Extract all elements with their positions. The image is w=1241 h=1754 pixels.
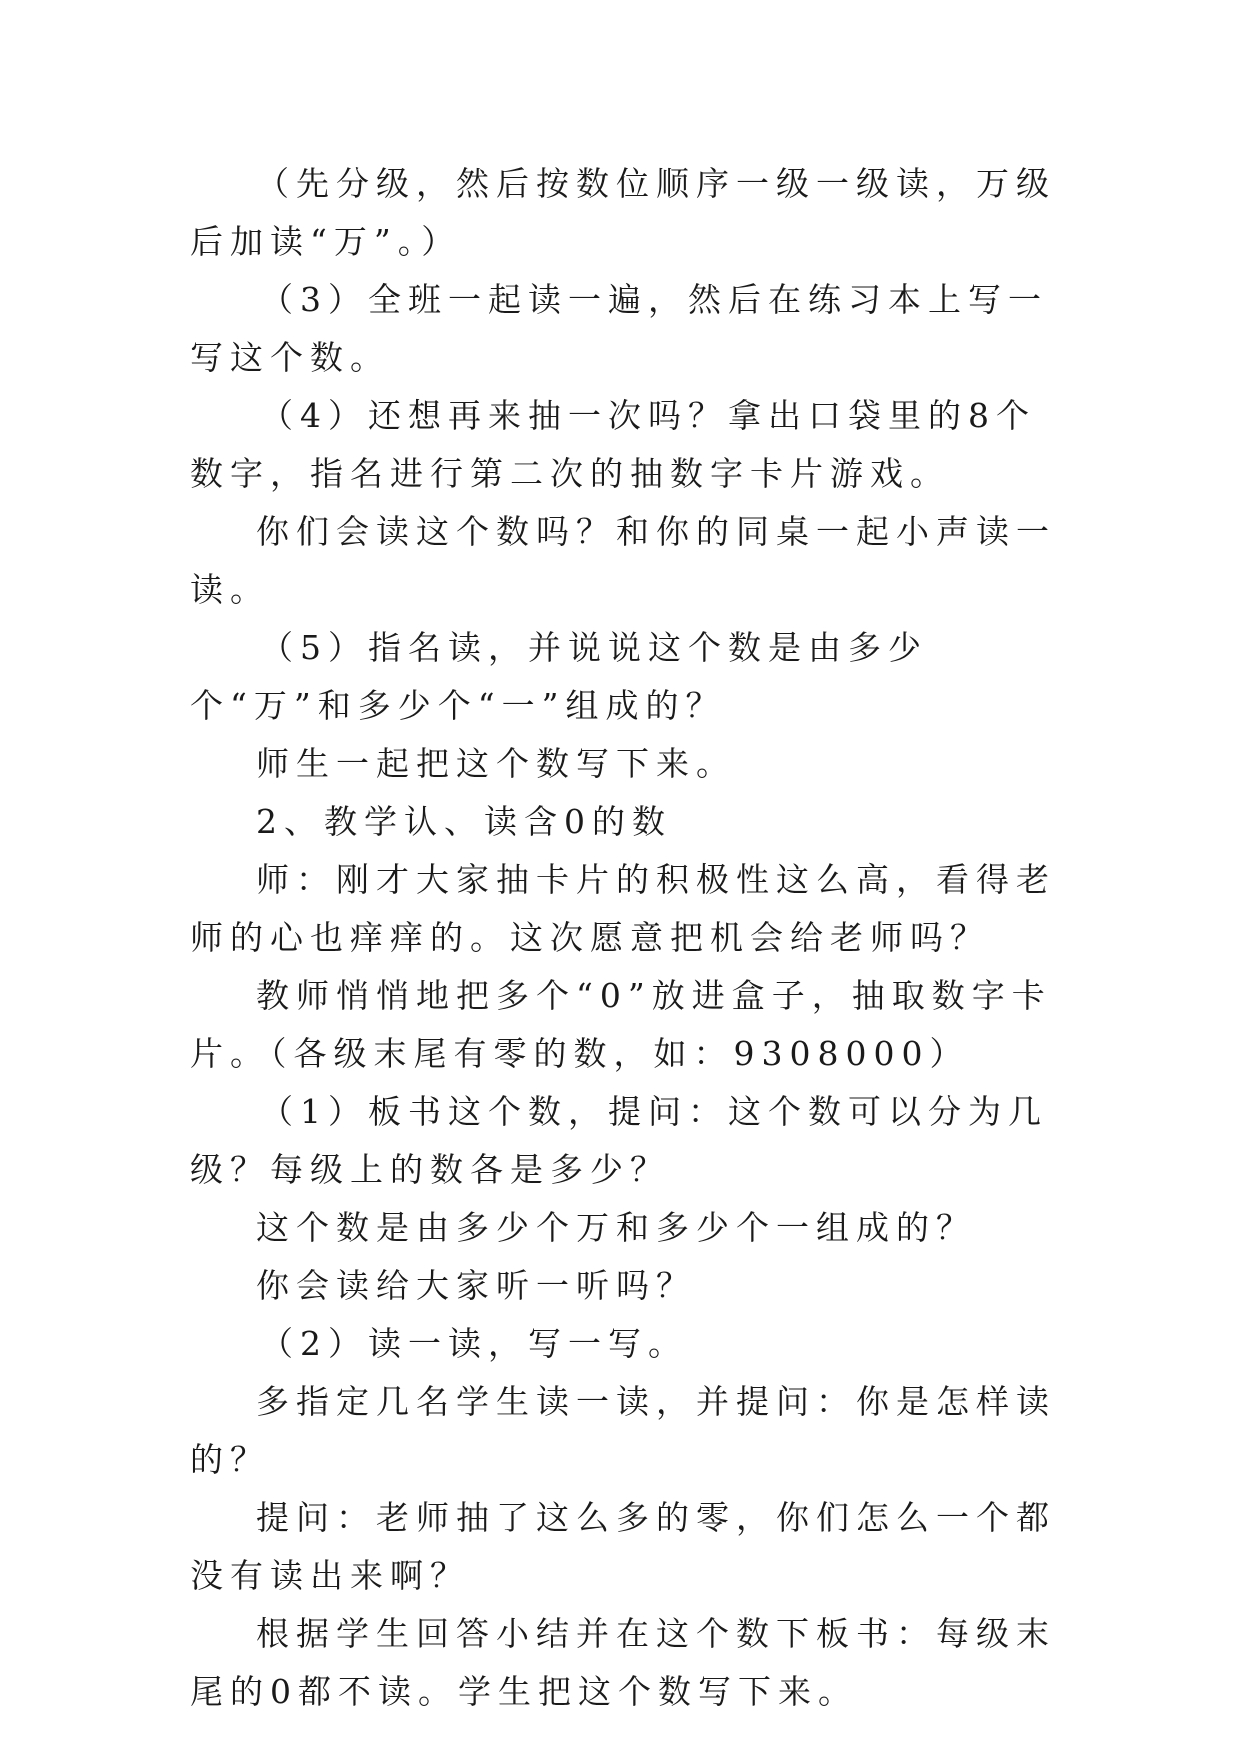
paragraph-zero-question: 提问：老师抽了这么多的零，你们怎么一个都没有读出来啊？ — [190, 1498, 1056, 1595]
paragraph-step-5: （5）指名读，并说说这个数是由多少个“万”和多少个“一”组成的？ — [190, 628, 928, 725]
paragraph-step-1-board: （1）板书这个数，提问：这个数可以分为几级？每级上的数各是多少？ — [190, 1092, 1048, 1189]
document-body — [190, 155, 1070, 1721]
paragraph-step-3: （3）全班一起读一遍，然后在练习本上写一写这个数。 — [190, 280, 1048, 377]
paragraph-read-aloud-question: 你会读给大家听一听吗？ — [256, 1266, 696, 1305]
paragraph-teacher-draws-cards: 教师悄悄地把多个“0”放进盒子，抽取数字卡片。（各级末尾有零的数，如：9308000） — [190, 976, 1052, 1073]
paragraph-teacher-intro: 师：刚才大家抽卡片的积极性这么高，看得老师的心也痒痒的。这次愿意把机会给老师吗？ — [190, 860, 1056, 957]
paragraph-reading-rule: （先分级，然后按数位顺序一级一级读，万级后加读“万”。） — [190, 164, 1056, 261]
paragraph-step-2-read-write: （2）读一读，写一写。 — [260, 1324, 688, 1363]
paragraph-read-with-deskmate: 你们会读这个数吗？和你的同桌一起小声读一读。 — [190, 512, 1056, 609]
paragraph-summary: 根据学生回答小结并在这个数下板书：每级末尾的0都不读。学生把这个数写下来。 — [190, 1614, 1056, 1711]
paragraph-composition-question: 这个数是由多少个万和多少个一组成的？ — [256, 1208, 976, 1247]
paragraph-students-read: 多指定几名学生读一读，并提问：你是怎样读的？ — [190, 1382, 1056, 1479]
section-heading-zero-numbers: 2、教学认、读含0的数 — [256, 802, 672, 841]
paragraph-step-4: （4）还想再来抽一次吗？拿出口袋里的8个数字，指名进行第二次的抽数字卡片游戏。 — [190, 396, 1036, 493]
paragraph-write-together: 师生一起把这个数写下来。 — [256, 744, 736, 783]
